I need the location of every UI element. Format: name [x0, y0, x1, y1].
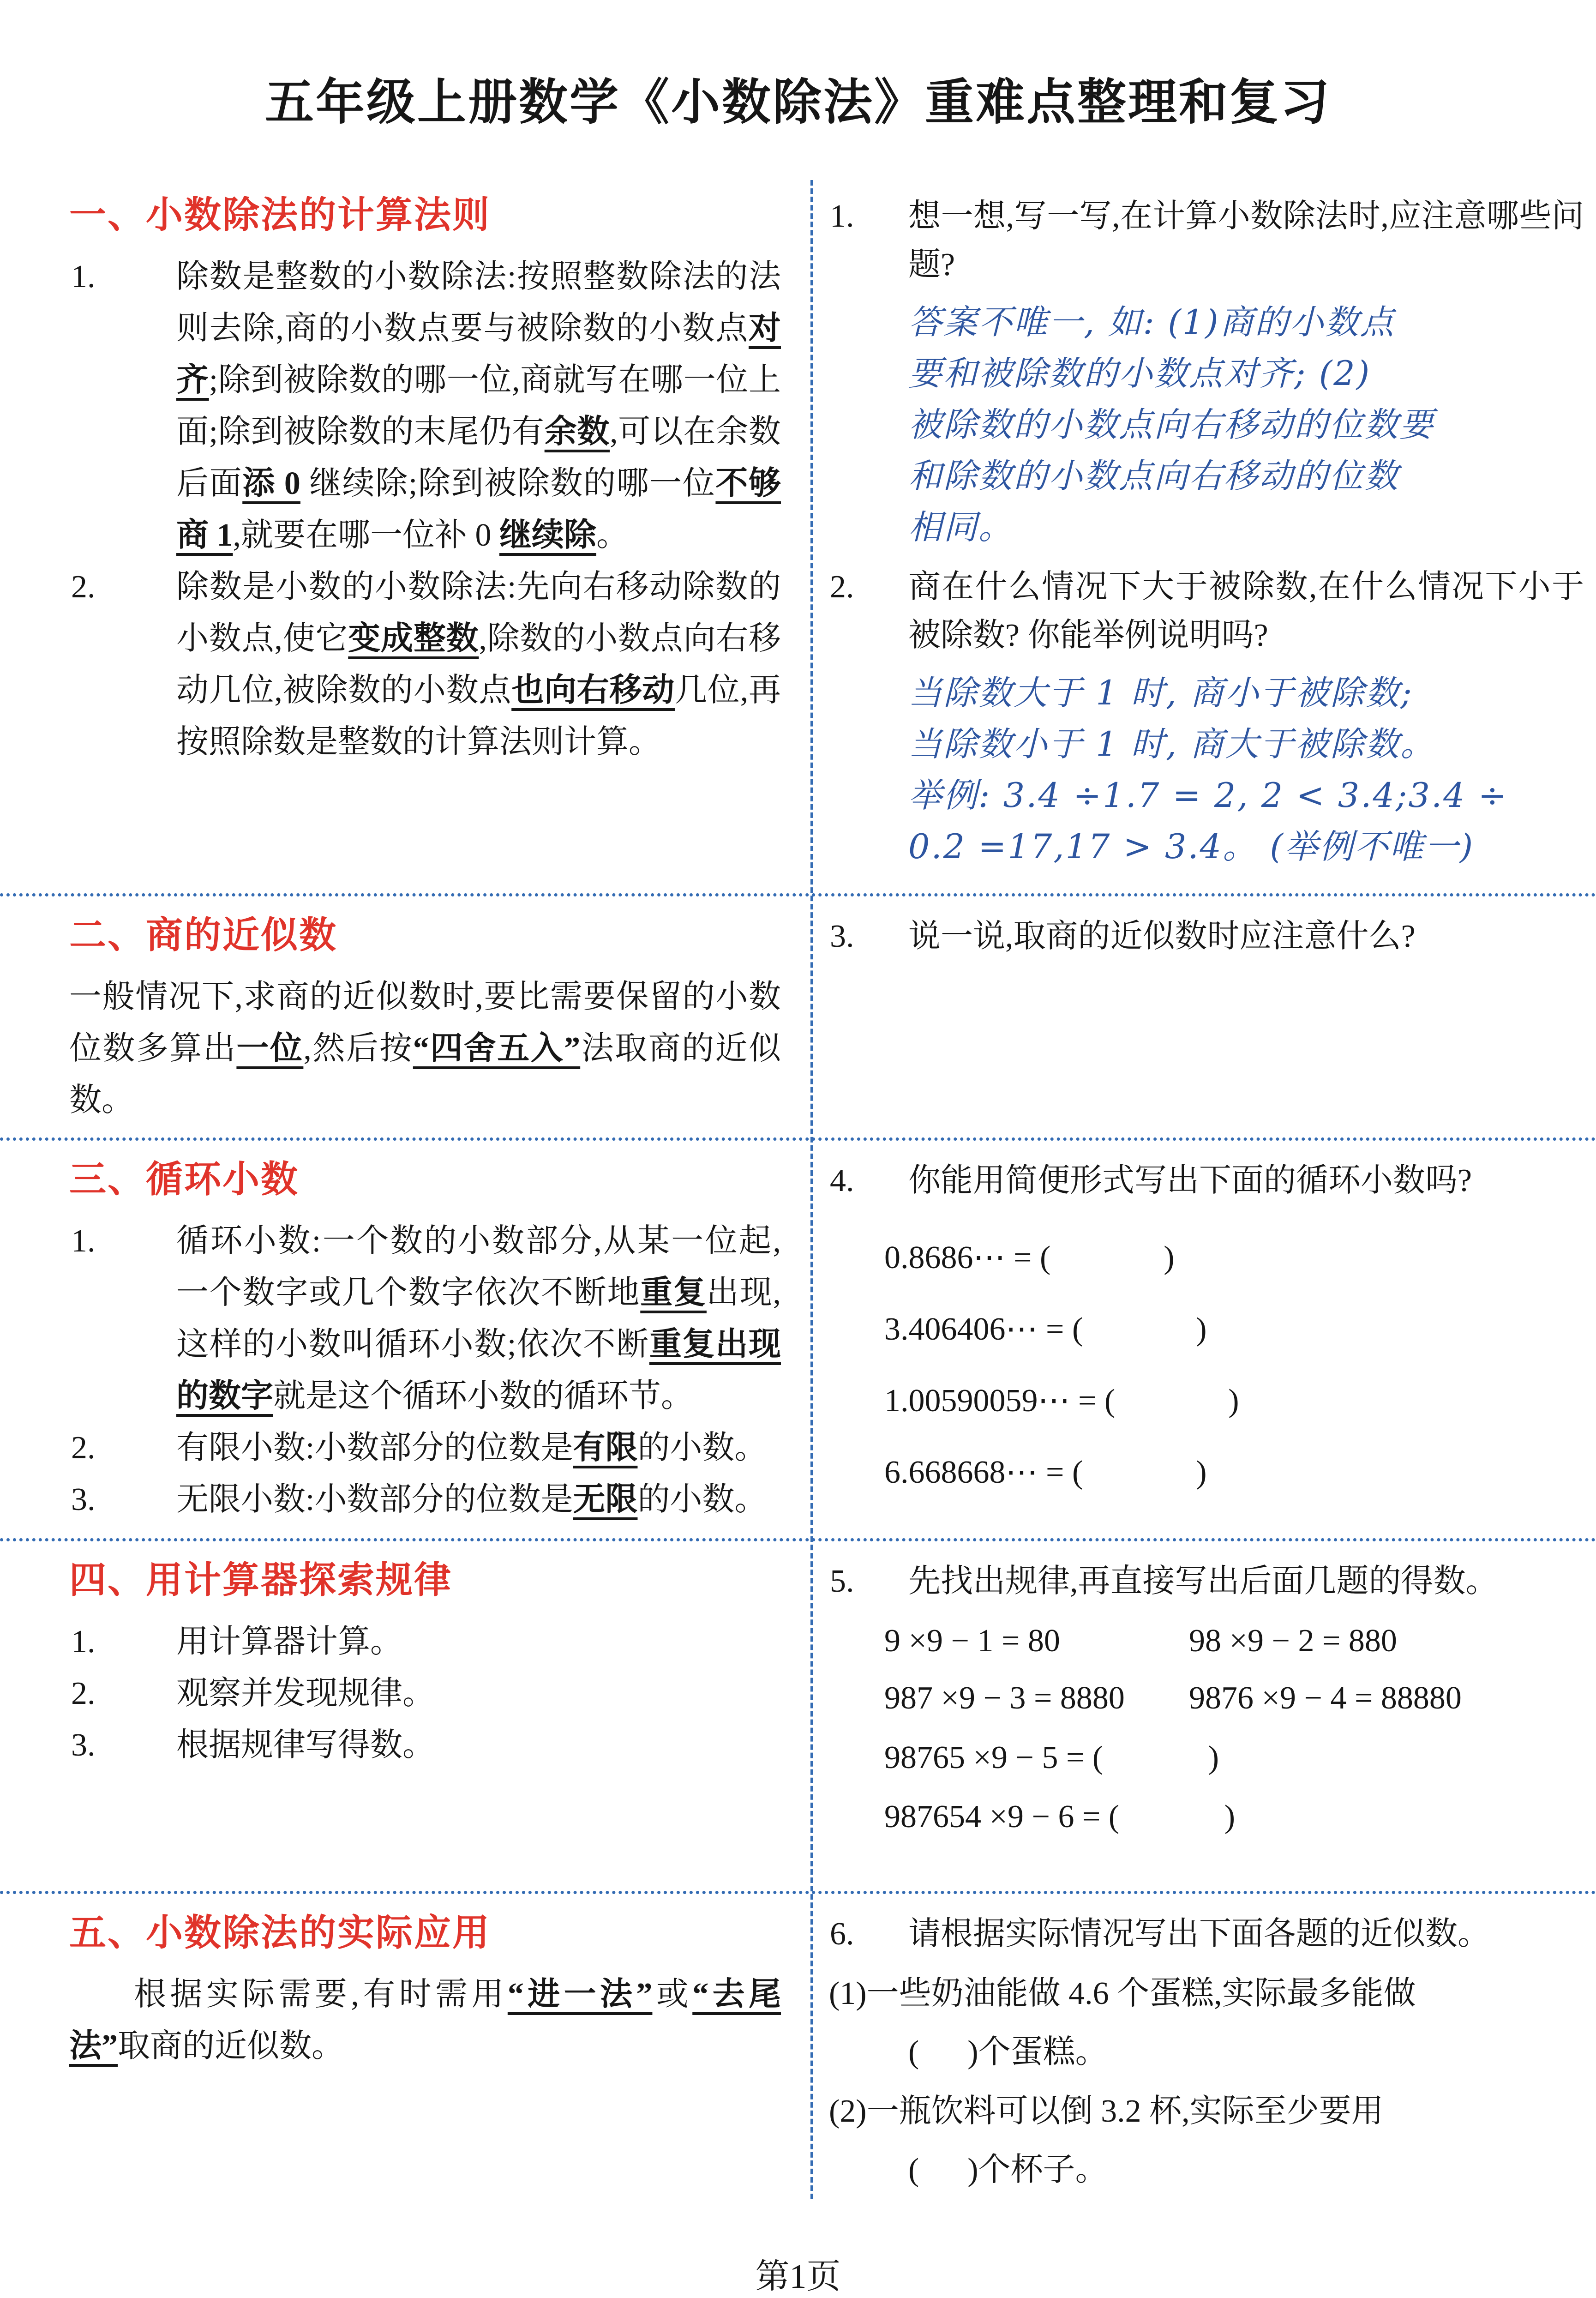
item-number: 3. — [71, 1727, 96, 1763]
content-row — [0, 896, 1596, 1141]
questions-section — [810, 1141, 1596, 1538]
item-text — [176, 1482, 767, 1517]
definition-item — [69, 1668, 781, 1720]
emphasized-text: “去尾法” — [69, 1976, 781, 2064]
text-run: 法取商的近似数。 — [69, 1030, 781, 1118]
question-number: 3. — [830, 918, 854, 954]
question-text: 想一想,写一写,在计算小数除法时,应注意哪些问题? — [908, 199, 1584, 283]
answer-line: 要和被除数的小数点对齐; (2) — [908, 354, 1371, 394]
fill-in-blank: 0.8686⋯ = ( ) — [884, 1239, 1175, 1275]
emphasized-text: 继续除 — [499, 517, 596, 553]
text-run: 除数是整数的小数除法:按照整数除法的法则去除,商的小数点要与被除数的小数点 — [176, 259, 781, 347]
text-run: ,就要在哪一位补 0 — [233, 517, 499, 553]
equation-blank: 98765 ×9 − 5 = ( ) — [884, 1739, 1219, 1775]
section-heading: 三、循环小数 — [69, 1158, 299, 1200]
item-text — [176, 1676, 435, 1711]
questions-section — [810, 176, 1596, 893]
page-title: 五年级上册数学《小数除法》重难点整理和复习 — [265, 76, 1331, 130]
answer-line: 当除数大于 1 时, 商小于被除数; — [908, 673, 1413, 713]
question-item — [829, 1156, 1584, 1205]
equation: 9 ×9 − 1 = 80 — [884, 1623, 1060, 1659]
text-run: 循环小数:一个数的小数部分,从某一位起,一个数字或几个数字依次不断地 — [176, 1223, 781, 1311]
equation: 98 ×9 − 2 = 880 — [1189, 1623, 1397, 1659]
fill-in-blank: 1.00590059⋯ = ( ) — [884, 1383, 1239, 1419]
equation: 9876 ×9 − 4 = 88880 — [1189, 1680, 1462, 1716]
subquestion-line: (1)一些奶油能做 4.6 个蛋糕,实际最多能做 — [829, 1975, 1416, 2011]
emphasized-text: 变成整数 — [348, 621, 479, 657]
definition-item — [69, 1616, 781, 1668]
content-row — [0, 1541, 1596, 1894]
text-run: 根据规律写得数。 — [176, 1727, 435, 1763]
question-item — [829, 563, 1584, 660]
text-run: 。 — [596, 517, 629, 553]
equation-row — [829, 1619, 1584, 1663]
emphasized-text: 不够商 1 — [176, 466, 781, 553]
item-number: 1. — [71, 259, 96, 295]
text-run: 除数是小数的小数除法:先向右移动除数的小数点,使它 — [176, 569, 781, 657]
content-area — [0, 176, 1596, 2205]
question-item — [829, 912, 1584, 961]
answer-line: 被除数的小数点向右移动的位数要 — [908, 405, 1434, 445]
item-text — [176, 569, 781, 760]
definition-item — [69, 561, 781, 768]
text-run: 的小数。 — [637, 1481, 767, 1517]
text-run: 继续除;除到被除数的哪一位 — [300, 466, 716, 502]
emphasized-text: 重复 — [640, 1275, 707, 1311]
question-text: 商在什么情况下大于被除数,在什么情况下小于被除数? 你能举例说明吗? — [908, 569, 1584, 653]
item-text — [176, 1727, 435, 1763]
emphasized-text: 余数 — [544, 414, 610, 450]
text-run: ,可以在余数后面 — [176, 414, 781, 502]
question-item — [829, 1910, 1584, 1958]
subquestion-line: ( )个蛋糕。 — [908, 2034, 1108, 2070]
notes-section — [0, 1894, 810, 2205]
page-number: 第1页 — [755, 2257, 841, 2296]
section-paragraph — [69, 1969, 781, 2072]
content-row — [0, 1894, 1596, 2205]
item-text — [176, 259, 781, 553]
emphasized-text: “四舍五入” — [413, 1030, 581, 1066]
emphasized-text: “进一法” — [507, 1976, 653, 2012]
question-text: 请根据实际情况写出下面各题的近似数。 — [908, 1916, 1490, 1952]
text-run: 无限小数:小数部分的位数是 — [176, 1481, 573, 1517]
item-number: 2. — [71, 569, 96, 605]
text-run: 根据实际需要,有时需用 — [134, 1976, 508, 2012]
text-run: 出现,这样的小数叫循环小数;依次不断 — [176, 1275, 781, 1362]
text-run: ;除到被除数的哪一位,商就写在哪一位上面;除到被除数的末尾仍有 — [176, 362, 781, 450]
emphasized-text: 一位 — [236, 1030, 304, 1066]
text-run: 用计算器计算。 — [176, 1624, 402, 1660]
section-heading: 四、用计算器探索规律 — [69, 1559, 452, 1600]
subquestion-line: (2)一瓶饮料可以倒 3.2 杯,实际至少要用 — [829, 2093, 1384, 2129]
text-run: 就是这个循环小数的循环节。 — [273, 1378, 693, 1414]
questions-section — [810, 896, 1596, 1137]
item-number: 2. — [71, 1430, 96, 1466]
question-number: 4. — [830, 1162, 854, 1198]
emphasized-text: 重复出现的数字 — [176, 1326, 781, 1414]
question-number: 1. — [830, 199, 854, 235]
emphasized-text: 无限 — [573, 1481, 638, 1517]
item-number: 1. — [71, 1223, 96, 1259]
text-run: 观察并发现规律。 — [176, 1675, 435, 1711]
text-run: ,除数的小数点向右移动几位,被除数的小数点 — [176, 621, 781, 709]
item-number: 2. — [71, 1675, 96, 1711]
handwritten-answer — [829, 668, 1584, 873]
definition-item — [69, 251, 781, 561]
question-text: 说一说,取商的近似数时应注意什么? — [908, 918, 1416, 954]
content-row — [0, 1141, 1596, 1541]
equation-row — [829, 1677, 1584, 1720]
worksheet-page — [0, 33, 1596, 2296]
definition-item — [69, 1422, 781, 1474]
text-run: 取商的近似数。 — [118, 2028, 344, 2064]
column-divider-line — [810, 180, 813, 2199]
answer-line: 答案不唯一, 如: (1)商的小数点 — [908, 303, 1395, 343]
text-run: 几位,再按照除数是整数的计算法则计算。 — [176, 673, 781, 760]
equation: 987 ×9 − 3 = 8880 — [884, 1680, 1125, 1716]
item-text — [176, 1624, 402, 1660]
emphasized-text: 对齐 — [176, 311, 781, 398]
section-paragraph — [69, 971, 781, 1126]
question-number: 6. — [830, 1916, 854, 1952]
questions-section — [810, 1894, 1596, 2205]
notes-section — [0, 1541, 810, 1891]
text-run: 有限小数:小数部分的位数是 — [176, 1430, 573, 1466]
emphasized-text: 也向右移动 — [511, 673, 675, 709]
answer-line: 举例: 3.4 ÷1.7 = 2, 2 < 3.4;3.4 ÷ — [908, 776, 1508, 815]
section-heading: 五、小数除法的实际应用 — [69, 1912, 491, 1953]
section-heading: 二、商的近似数 — [69, 914, 337, 956]
question-text: 先找出规律,再直接写出后面几题的得数。 — [908, 1563, 1498, 1599]
text-run: ,然后按 — [303, 1030, 413, 1066]
subquestion-line: ( )个杯子。 — [908, 2152, 1108, 2188]
answer-line: 和除数的小数点向右移动的位数 — [908, 457, 1399, 496]
notes-section — [0, 896, 810, 1137]
item-number: 1. — [71, 1624, 96, 1660]
notes-section — [0, 176, 810, 893]
notes-section — [0, 1141, 810, 1538]
questions-section — [810, 1541, 1596, 1891]
fill-in-blank: 3.406406⋯ = ( ) — [884, 1311, 1207, 1347]
question-text: 你能用简便形式写出下面的循环小数吗? — [908, 1162, 1472, 1198]
content-row — [0, 176, 1596, 896]
question-item — [829, 192, 1584, 289]
text-run: 或 — [652, 1976, 693, 2012]
text-run: 一般情况下,求商的近似数时,要比需要保留的小数位数多算出 — [69, 979, 781, 1066]
fill-in-blank: 6.668668⋯ = ( ) — [884, 1454, 1207, 1490]
emphasized-text: 添 0 — [242, 466, 300, 502]
text-run: 的小数。 — [637, 1430, 767, 1466]
question-number: 2. — [830, 569, 854, 605]
definition-item — [69, 1474, 781, 1526]
answer-line: 0.2 =17,17 > 3.4。 (举例不唯一) — [908, 827, 1475, 866]
item-text — [176, 1430, 767, 1466]
emphasized-text: 有限 — [573, 1430, 638, 1466]
question-item — [829, 1557, 1584, 1606]
answer-line: 当除数小于 1 时, 商大于被除数。 — [908, 724, 1436, 764]
handwritten-answer — [829, 297, 1584, 553]
answer-line: 相同。 — [908, 508, 1014, 547]
definition-item — [69, 1720, 781, 1771]
item-text — [176, 1223, 781, 1414]
item-number: 3. — [71, 1481, 96, 1517]
question-number: 5. — [830, 1563, 854, 1599]
section-heading: 一、小数除法的计算法则 — [69, 194, 491, 236]
equation-blank: 987654 ×9 − 6 = ( ) — [884, 1799, 1236, 1835]
definition-item — [69, 1215, 781, 1422]
